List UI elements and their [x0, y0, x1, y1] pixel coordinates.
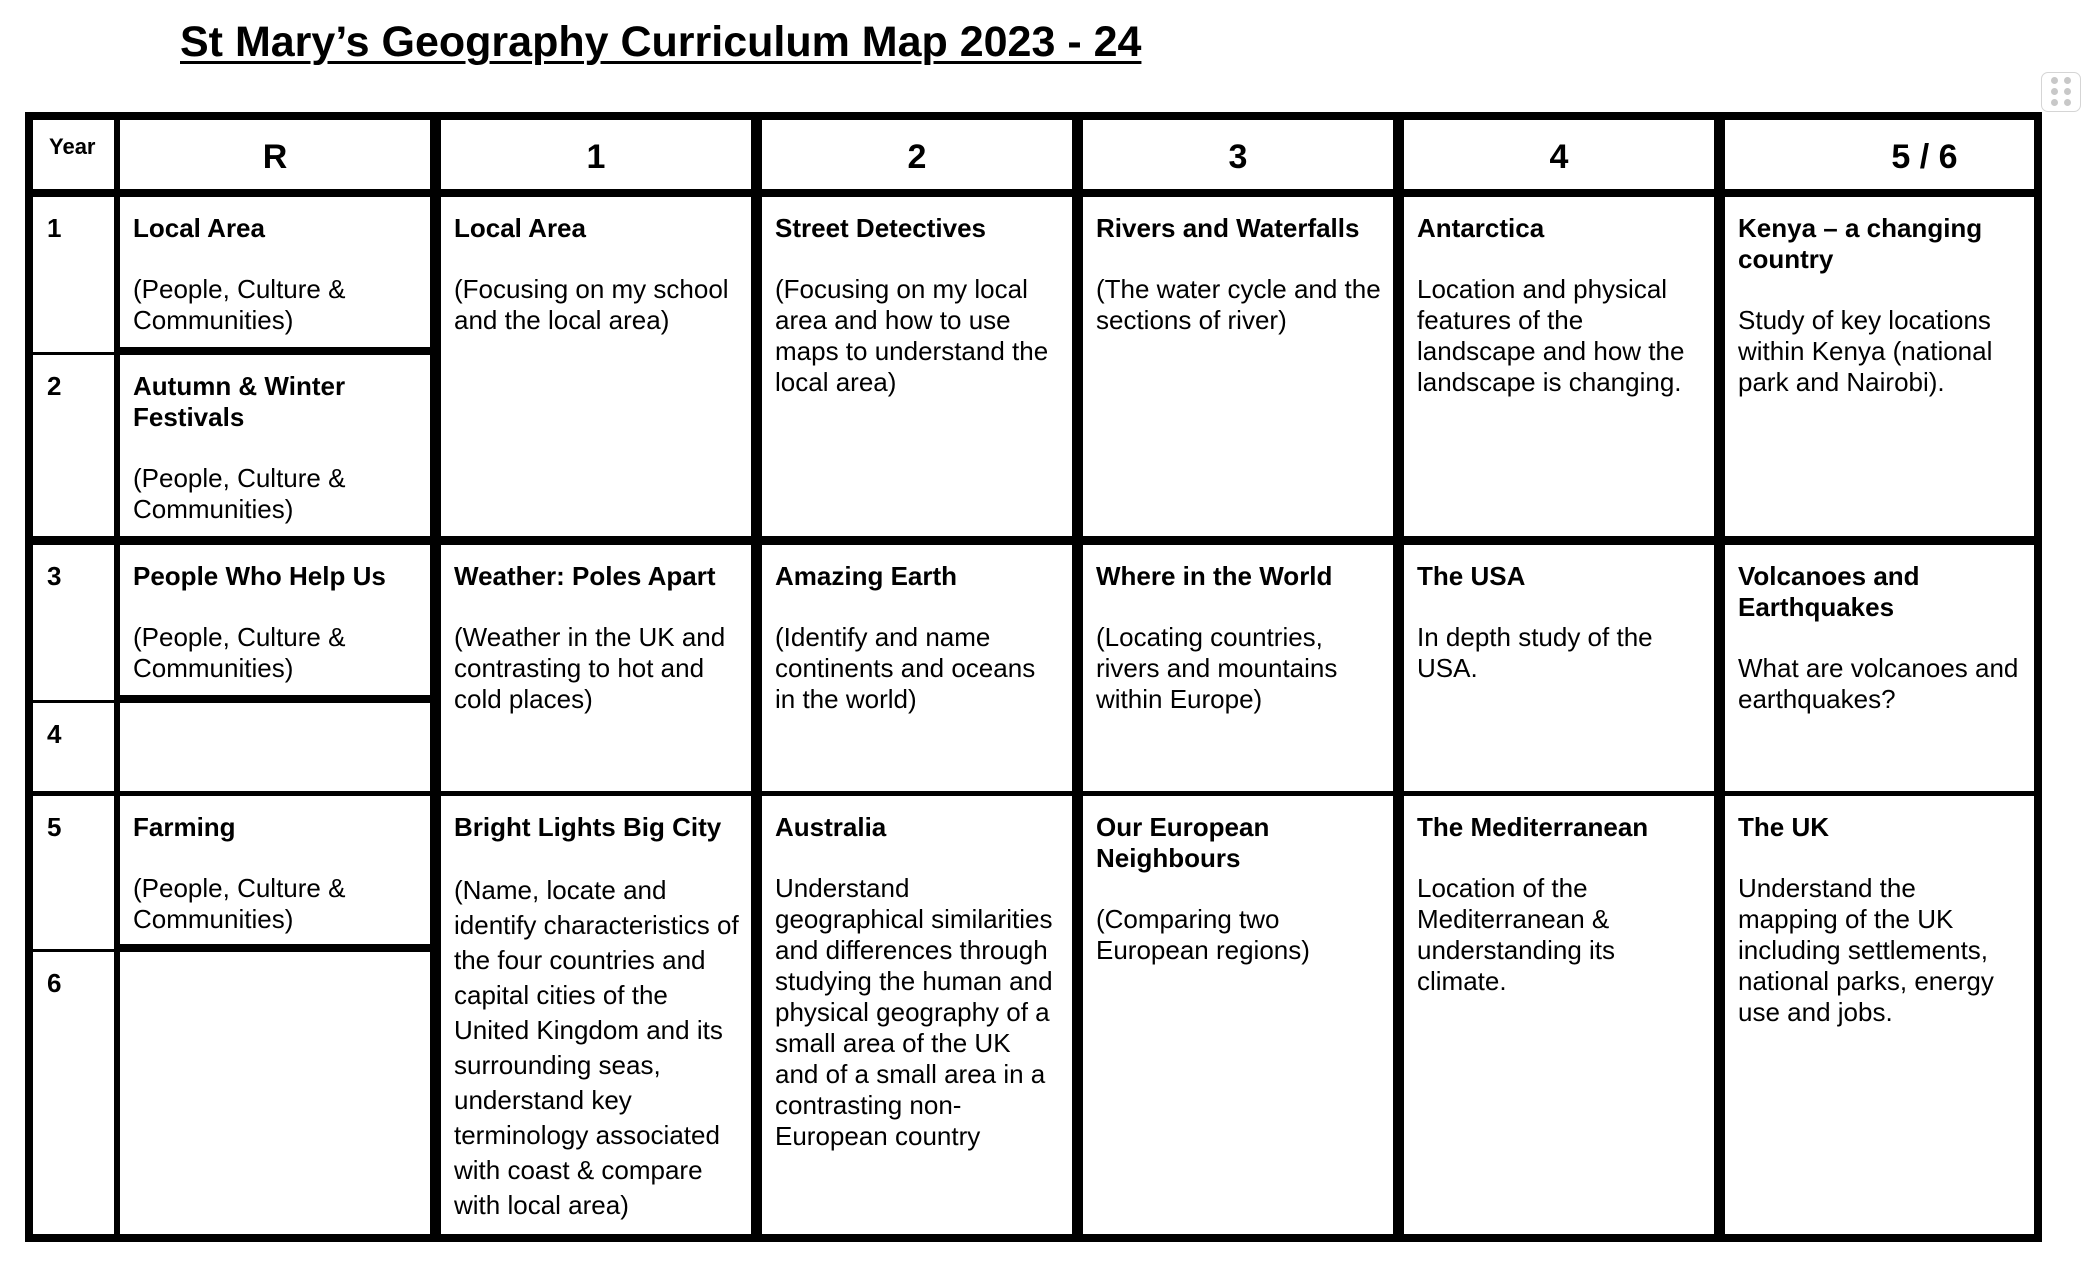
cell-title: Autumn & Winter Festivals: [133, 371, 346, 432]
cell-description: Understand geographical similarities and differences through studying the human and physical geography of a small area of the UK and of a small area in a contrasting non-European country: [775, 873, 1053, 1151]
cell-title: The USA: [1417, 561, 1526, 591]
year5-6-summer: [1725, 796, 2034, 1234]
cell-description: (People, Culture & Communities): [133, 622, 346, 683]
year-row-5: 5: [33, 796, 114, 949]
cell-title: Antarctica: [1417, 213, 1545, 243]
header-col-2: 2: [762, 120, 1072, 189]
cell-title: Australia: [775, 812, 887, 842]
cell-title: Local Area: [454, 213, 586, 243]
cell-description: (Comparing two European regions): [1096, 904, 1310, 965]
cell-title: Rivers and Waterfalls: [1096, 213, 1360, 243]
year-row-4: 4: [33, 703, 114, 791]
cell-description: Location and physical features of the landscape and how the landscape is changing.: [1417, 274, 1685, 397]
cell-description: (The water cycle and the sections of river): [1096, 274, 1381, 335]
cell-title: The UK: [1738, 812, 1829, 842]
year2-autumn: [762, 197, 1072, 536]
cell-description: (Locating countries, rivers and mountains within Europe): [1096, 622, 1338, 714]
reception-term-6: [120, 952, 430, 1234]
year3-autumn: [1083, 197, 1393, 536]
year-row-2: 2: [33, 355, 114, 536]
year3-spring: [1083, 545, 1393, 791]
header-col-r: R: [120, 120, 430, 189]
cell-title: Our European Neighbours: [1096, 812, 1270, 873]
reception-term-3: [120, 545, 430, 695]
cell-title: Amazing Earth: [775, 561, 958, 591]
year1-spring: [441, 545, 751, 791]
cell-description: (People, Culture & Communities): [133, 873, 346, 934]
year-row-1: 1: [33, 197, 114, 352]
cell-title: Kenya – a changing country: [1738, 213, 1983, 274]
cell-title: Volcanoes and Earthquakes: [1738, 561, 1920, 622]
header-col-3: 3: [1083, 120, 1393, 189]
year4-summer: [1404, 796, 1714, 1234]
cell-description: (Weather in the UK and contrasting to hot and cold places): [454, 622, 726, 714]
cell-description: (Identify and name continents and oceans in the world): [775, 622, 1036, 714]
cell-title: Street Detectives: [775, 213, 986, 243]
cell-description: (People, Culture & Communities): [133, 463, 346, 524]
cell-title: Where in the World: [1096, 561, 1333, 591]
cell-description: In depth study of the USA.: [1417, 622, 1653, 683]
cell-title: Bright Lights Big City: [454, 812, 722, 842]
header-year-label: Year: [33, 120, 114, 189]
cell-description: Understand the mapping of the UK including settlements, national parks, energy use and jobs.: [1738, 873, 1994, 1027]
year5-6-spring: [1725, 545, 2034, 791]
year1-summer: [441, 796, 751, 1234]
cell-description: What are volcanoes and earthquakes?: [1738, 653, 2019, 714]
year2-spring: [762, 545, 1072, 791]
year1-autumn: [441, 197, 751, 536]
cell-title: People Who Help Us: [133, 561, 386, 591]
curriculum-table: [25, 112, 2042, 1242]
reception-term-5: [120, 796, 430, 944]
cell-title: Farming: [133, 812, 236, 842]
cell-description: Location of the Mediterranean & understanding its climate.: [1417, 873, 1616, 996]
year3-summer: [1083, 796, 1393, 1234]
year-row-3: 3: [33, 545, 114, 700]
header-col-5-6: 5 / 6: [1725, 120, 2034, 189]
year-row-6: 6: [33, 952, 114, 1234]
reception-term-1: [120, 197, 430, 347]
cell-title: Local Area: [133, 213, 265, 243]
reception-term-2: [120, 355, 430, 536]
cell-description: (People, Culture & Communities): [133, 274, 346, 335]
cell-description: (Focusing on my local area and how to use maps to understand the local area): [775, 274, 1049, 397]
cell-description: (Focusing on my school and the local area): [454, 274, 729, 335]
cell-title: Weather: Poles Apart: [454, 561, 716, 591]
drag-handle-icon[interactable]: [2041, 72, 2081, 112]
page-title: St Mary’s Geography Curriculum Map 2023 - 24: [180, 18, 1142, 66]
cell-description: Study of key locations within Kenya (national park and Nairobi).: [1738, 305, 1993, 397]
cell-description: (Name, locate and identify characteristics of the four countries and capital cities of the United Kingdom and its surrounding seas, understand key terminology associated with coast & compare with local area): [454, 875, 739, 1220]
reception-term-4: [120, 703, 430, 791]
header-col-4: 4: [1404, 120, 1714, 189]
header-col-1: 1: [441, 120, 751, 189]
year2-summer: [762, 796, 1072, 1234]
year4-autumn: [1404, 197, 1714, 536]
year5-6-autumn: [1725, 197, 2034, 536]
year4-spring: [1404, 545, 1714, 791]
cell-title: The Mediterranean: [1417, 812, 1649, 842]
